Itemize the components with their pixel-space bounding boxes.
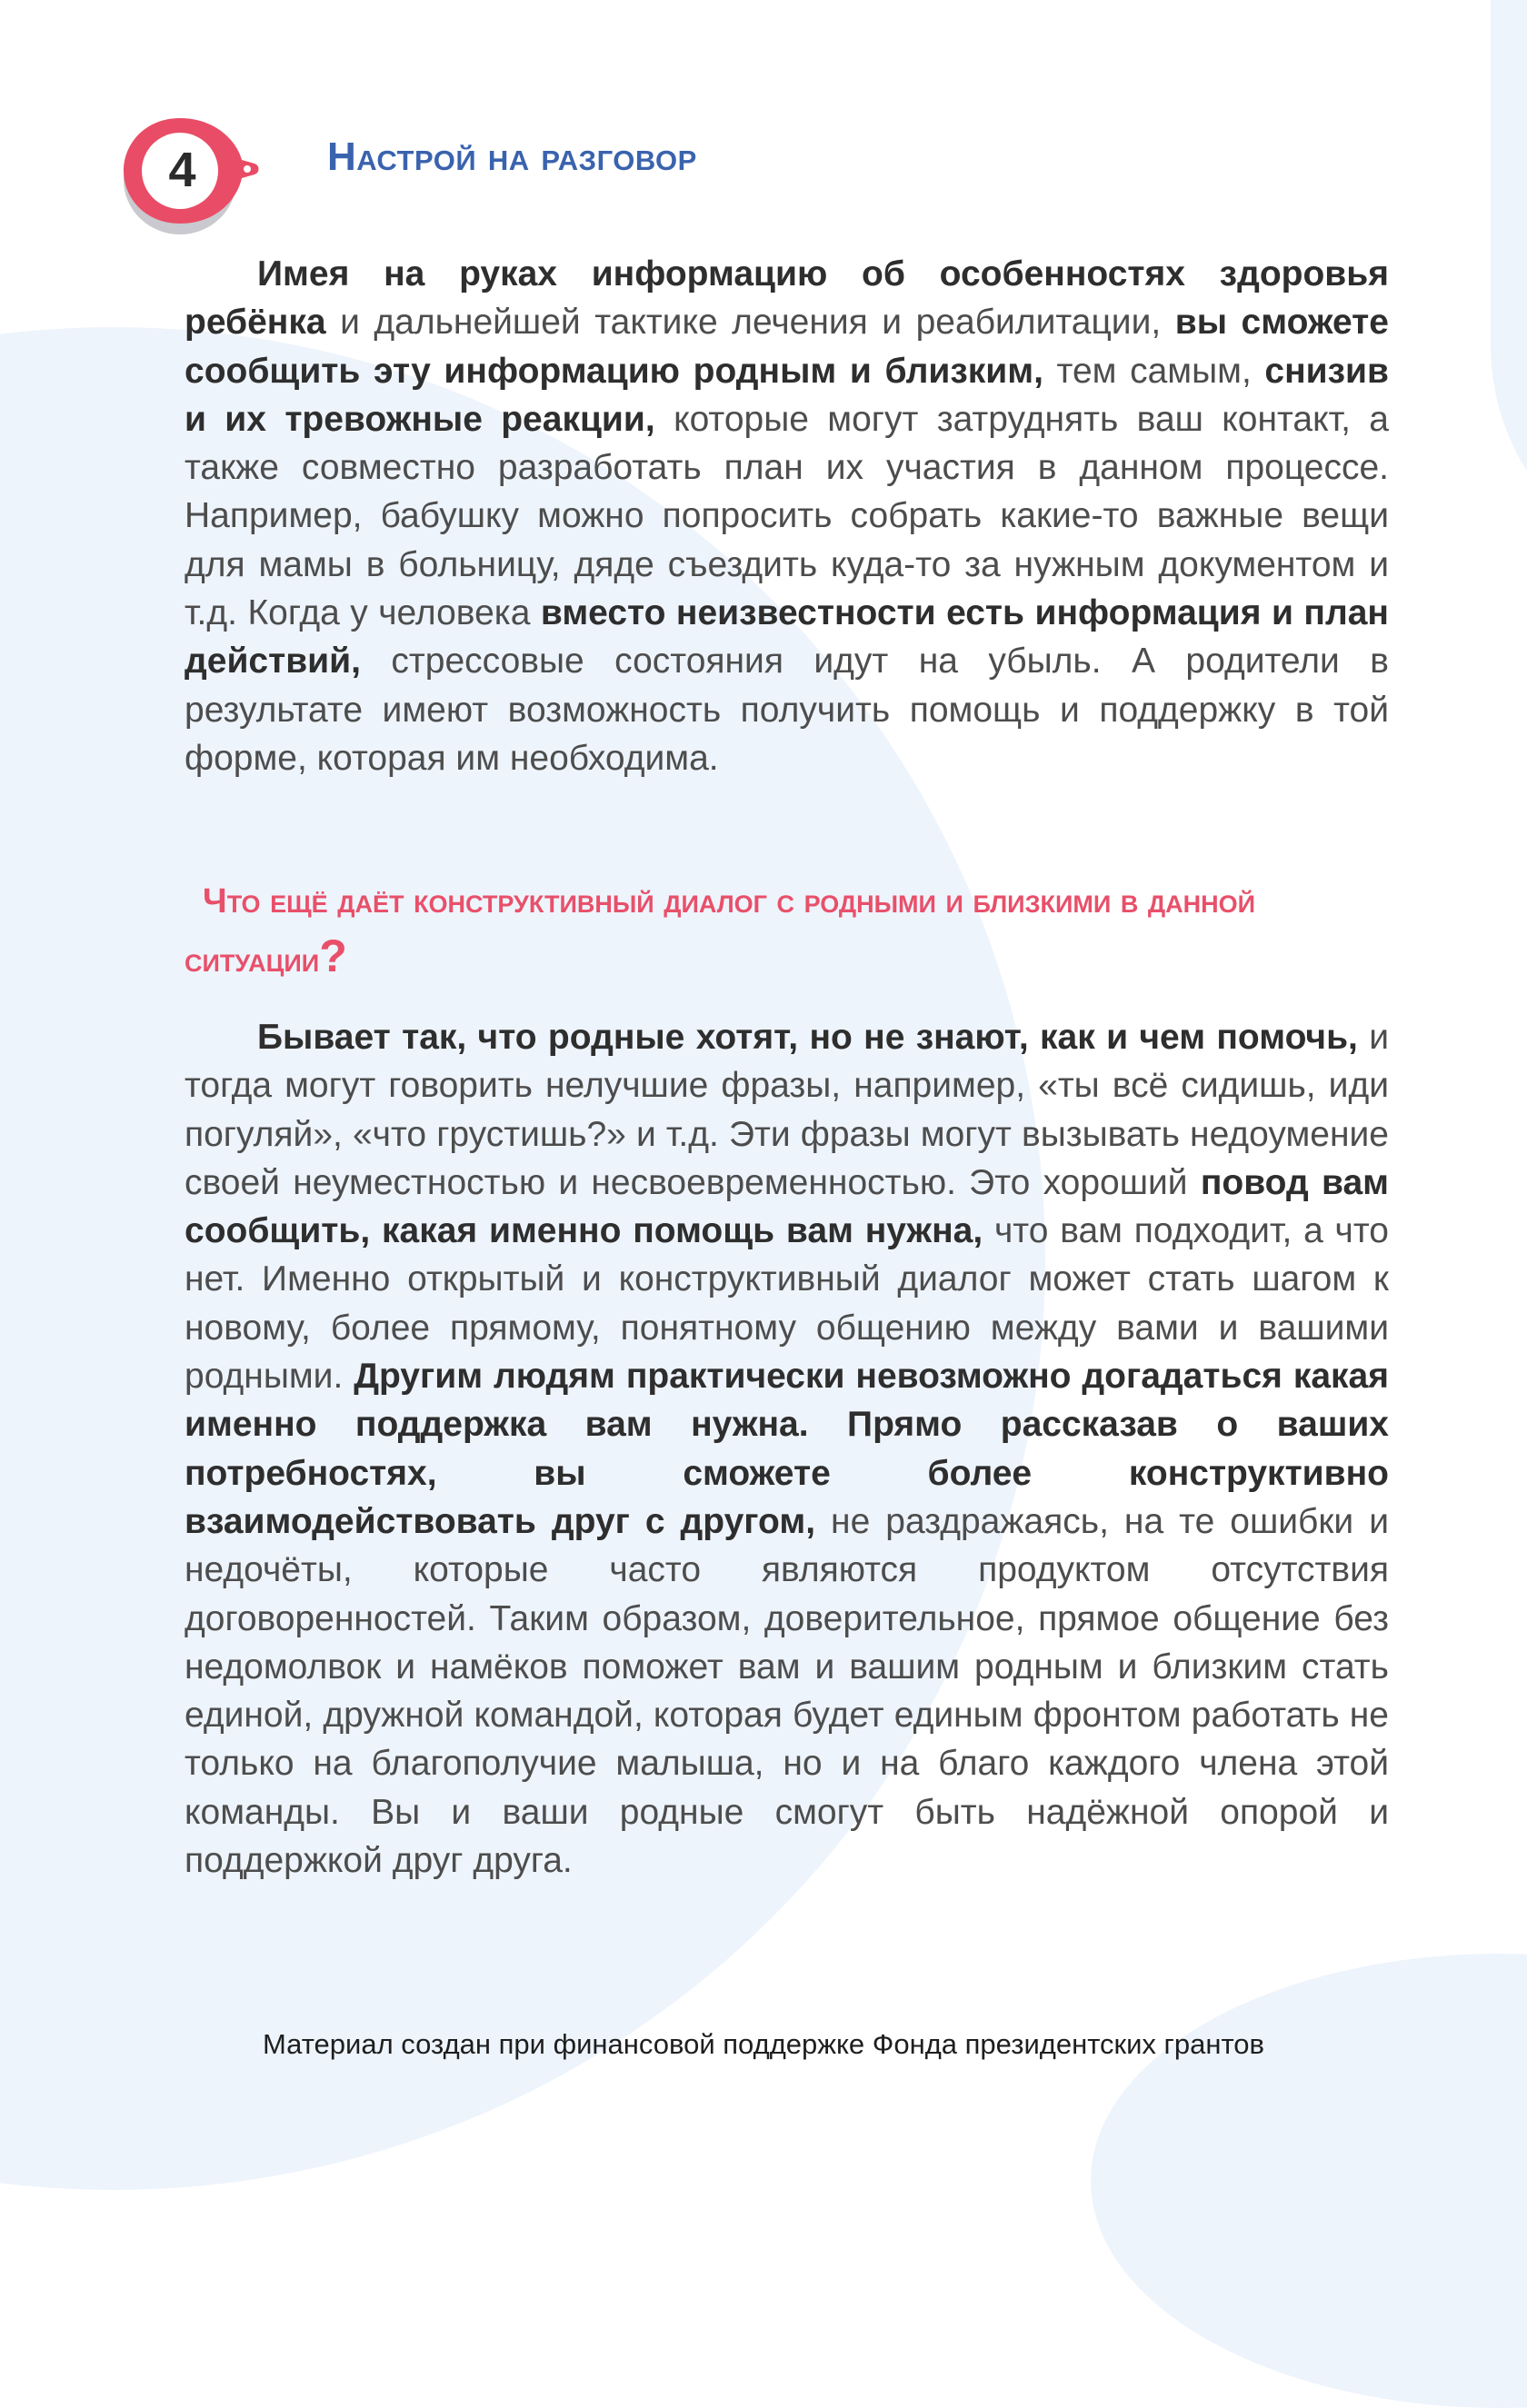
paragraph-dialog — [185, 1013, 1389, 1885]
text-span: и тогда могут говорить нелучшие фразы, например, «ты всё сидишь, иди погуляй», «что грустишь?» и т.д. Эти фразы могут вызывать недоумение своей неуместностью и несвоевременностью. Это хороший — [185, 1018, 1389, 1202]
bold-span: повод вам сообщить, какая именно помощь вам нужна, — [185, 1162, 1389, 1251]
text-span: которые могут затруднять ваш контакт, а также совместно разработать план их участия в данном процессе. Например, бабушку можно попросить собрать какие-то важные вещи для мамы в больницу, дяде съездить куда-то за нужным документом и т.д. Когда у человека — [185, 399, 1389, 633]
text-span: и дальнейшей тактике лечения и реабилитации, — [325, 303, 1175, 343]
bold-span: вместо неизвестности есть информация и план действий, — [185, 593, 1389, 682]
text-span: стрессовые состояния идут на убыль. А родители в результате имеют возможность получить помощь и поддержку в той форме, которая им необходима. — [185, 642, 1389, 778]
question-text: Что ещё даёт конструктивный диалог с родными и близкими в данной ситуации — [185, 882, 1256, 980]
bold-span: снизив и их тревожные реакции, — [185, 351, 1389, 439]
bold-span: вы сможете сообщить эту информацию родным и близким, — [185, 303, 1389, 391]
text-span: не раздражаясь, на те ошибки и недочёты, которые часто являются продуктом отсутствия договоренностей. Таким образом, доверительное, прямое общение без недомолвок и намёков поможет вам и вашим родным и близким стать единой, дружной командой, которая будет единым фронтом работать не только на благополучие малыша, но и на благо каждого члена этой команды. Вы и ваши родные смогут быть надёжной опорой и поддержкой друг друга. — [185, 1501, 1389, 1881]
section-title: Настрой на разговор — [327, 134, 697, 179]
footer-credit: Материал создан при финансовой поддержке Фонда президентских грантов — [262, 2028, 1265, 2060]
background-blob-bottom — [1091, 1954, 1527, 2408]
question-mark: ? — [319, 930, 347, 981]
bold-span: Бывает так, что родные хотят, но не знают, как и чем помочь, — [257, 1018, 1358, 1057]
paragraph-intro — [185, 250, 1389, 782]
bold-span: Другим людям практически невозможно догадаться какая именно поддержка вам нужна. Прямо рассказав о ваших потребностях, вы сможете более конструктивно взаимодействовать друг с другом, — [185, 1357, 1389, 1541]
bold-span: Имея на руках информацию об особенностях здоровья ребёнка — [185, 254, 1389, 343]
section-number: 4 — [168, 143, 196, 197]
question-heading — [185, 874, 1389, 988]
section-number-badge — [116, 107, 266, 244]
text-span: тем самым, — [1043, 351, 1265, 391]
text-span: что вам подходит, а что нет. Именно открытый и конструктивный диалог может стать шагом к новому, более прямому, понятному общению между вами и вашими родными. — [185, 1211, 1389, 1397]
background-blob-right — [1491, 0, 1527, 582]
